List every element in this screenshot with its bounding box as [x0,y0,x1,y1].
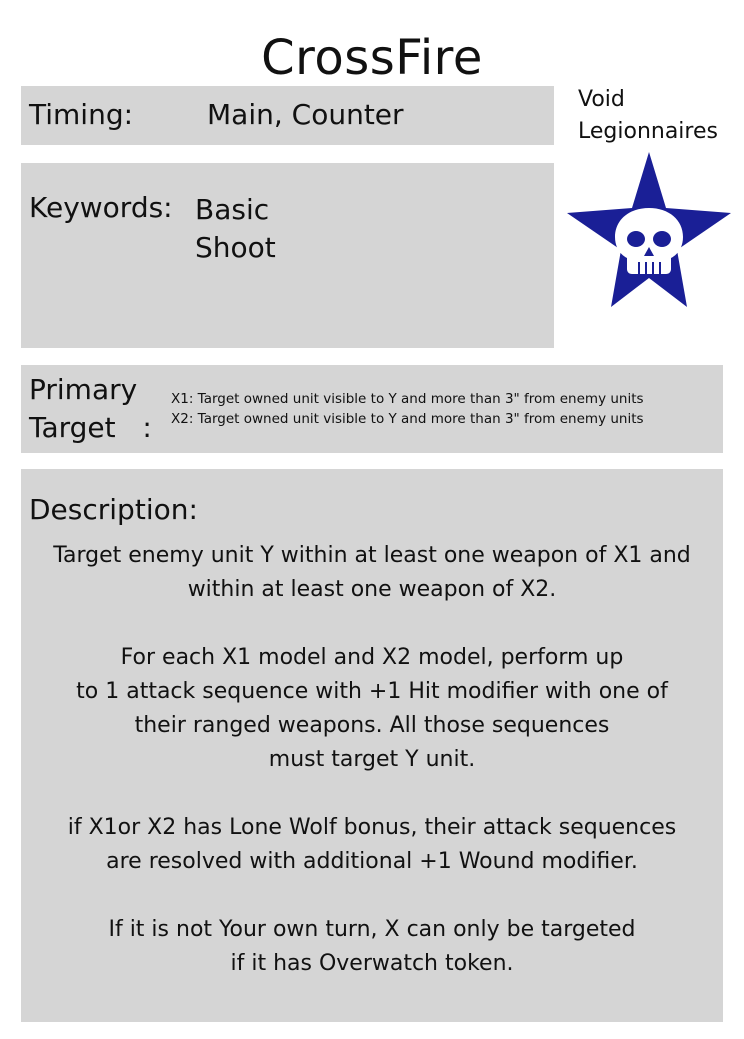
description-line: For each X1 model and X2 model, perform up [120,645,624,670]
description-label: Description: [29,493,198,526]
description-paragraph [21,811,723,879]
timing-panel [21,86,554,145]
keyword-item: Basic [195,193,270,226]
faction-name [578,84,718,148]
description-line: if X1or X2 has Lone Wolf bonus, their attack sequences [67,815,677,840]
keywords-panel [21,163,554,348]
target-line-x2: X2: Target owned unit visible to Y and more than 3" from enemy units [171,411,644,427]
description-line: within at least one weapon of X2. [187,577,557,602]
primary-target-label [29,371,152,447]
description-line: must target Y unit. [268,747,476,772]
description-paragraph [21,913,723,981]
primary-target-label-line: Primary [29,373,138,406]
faction-name-line: Legionnaires [578,119,718,144]
timing-value: Main, Counter [207,98,404,131]
description-line: are resolved with additional +1 Wound modifier. [106,849,638,874]
keyword-item: Shoot [195,231,276,264]
description-line: to 1 attack sequence with +1 Hit modifier with one of [76,679,668,704]
primary-target-label-line: Target : [29,411,152,444]
faction-name-line: Void [578,87,625,112]
description-panel [21,469,723,1022]
description-paragraph [21,539,723,607]
description-text [21,539,723,1015]
keywords-label: Keywords: [29,191,173,224]
target-line-x1: X1: Target owned unit visible to Y and more than 3" from enemy units [171,391,644,407]
primary-target-panel [21,365,723,453]
keywords-list [195,191,276,267]
primary-target-lines [171,389,644,429]
description-line: their ranged weapons. All those sequences [134,713,610,738]
description-line: if it has Overwatch token. [230,951,514,976]
description-line: Target enemy unit Y within at least one weapon of X1 and [53,543,691,568]
card-title: CrossFire [261,30,483,86]
star-skull-icon [565,150,733,310]
description-line: If it is not Your own turn, X can only be targeted [108,917,636,942]
description-paragraph [21,641,723,777]
timing-label: Timing: [29,98,134,131]
